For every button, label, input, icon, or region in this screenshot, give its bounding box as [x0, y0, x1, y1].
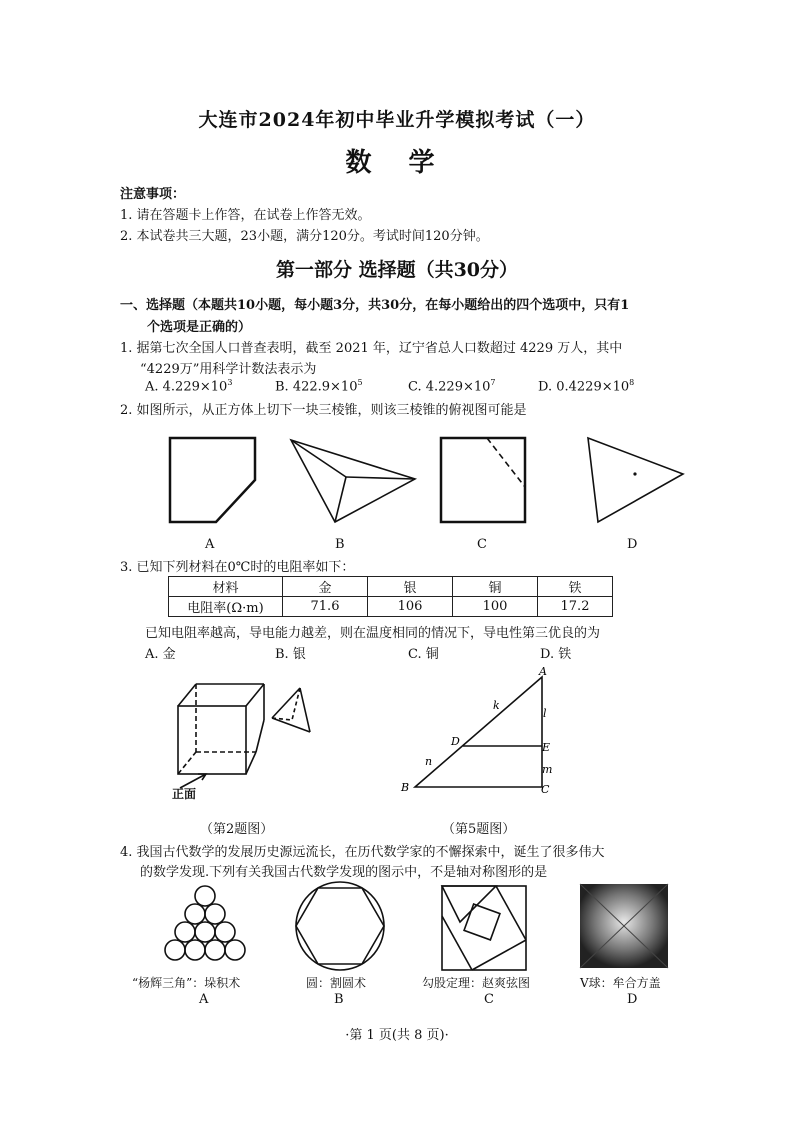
- fig2-front-label: 正面: [172, 787, 197, 801]
- q2-figure-d: [588, 438, 683, 522]
- section-instructions-line1: 一、选择题（本题共10小题，每小题3分，共30分，在每小题给出的四个选项中，只有1: [120, 298, 630, 313]
- q1-line1: 1. 据第七次全国人口普查表明，截至 2021 年，辽宁省总人口数超过 4229 万人，其中: [120, 341, 623, 356]
- q4-figure-a: [165, 886, 245, 960]
- q4-figure-d: [580, 884, 668, 968]
- table-header-cell: 铁: [538, 577, 613, 597]
- table-cell: 17.2: [538, 597, 613, 617]
- fig5-point-e: E: [542, 741, 551, 754]
- fig5-line-l: l: [543, 707, 547, 720]
- table-cell: 100: [453, 597, 538, 617]
- q4-line2: 的数学发现.下列有关我国古代数学发现的图示中，不是轴对称图形的是: [140, 865, 548, 880]
- part1-title: 第一部分 选择题（共30分）: [275, 259, 519, 281]
- q2-label-a: A: [205, 537, 215, 552]
- page-footer: ·第 1 页(共 8 页)·: [345, 1028, 449, 1043]
- fig5-caption: （第5题图）: [442, 822, 516, 837]
- q1-option-b: B. $422.9\times 10^5$: [275, 378, 363, 395]
- fig5-point-c: C: [541, 783, 550, 796]
- fig5-line-n: n: [425, 755, 433, 768]
- table-cell: 电阻率(Ω·m): [169, 597, 283, 617]
- q3-option-a: A. 金: [145, 647, 176, 662]
- q4-figure-b: [296, 882, 384, 970]
- q4-label-c: C: [484, 992, 494, 1007]
- fig5-line-k: k: [493, 699, 500, 712]
- note-item-1: 1. 请在答题卡上作答，在试卷上作答无效。: [120, 208, 371, 223]
- table-cell: 106: [368, 597, 453, 617]
- resistivity-table: [168, 576, 613, 617]
- table-row: [169, 597, 613, 617]
- table-header-cell: 铜: [453, 577, 538, 597]
- q4-label-a: A: [199, 992, 209, 1007]
- q4-figures: [150, 880, 690, 974]
- subject-title: 数 学: [345, 148, 449, 178]
- q4-caption-c: 勾股定理：赵爽弦图: [422, 976, 531, 990]
- q1-line2: “4229万”用科学计数法表示为: [140, 362, 317, 377]
- q2-option-figures: [160, 432, 700, 524]
- q4-label-d: D: [627, 992, 638, 1007]
- fig5-point-a: A: [539, 665, 547, 678]
- fig5-point-b: B: [401, 781, 410, 794]
- q4-figure-c: [442, 886, 526, 970]
- q4-caption-b: 圆：割圆术: [306, 976, 367, 990]
- q2-text: 2. 如图所示，从正方体上切下一块三棱锥，则该三棱锥的俯视图可能是: [120, 403, 527, 418]
- q1-option-d: D. $0.4229\times 10^8$: [538, 378, 635, 395]
- q3-option-b: B. 银: [275, 647, 306, 662]
- q4-caption-a: “杨辉三角”：垛积术: [132, 976, 241, 990]
- table-header-cell: 银: [368, 577, 453, 597]
- q2-label-d: D: [627, 537, 638, 552]
- q3-option-c: C. 铜: [408, 647, 439, 662]
- fig5-line-m: m: [542, 763, 553, 776]
- q1-option-a: A. $4.229\times 10^3$: [145, 378, 233, 395]
- q4-caption-d: V球：牟合方盖: [580, 976, 661, 990]
- fig5-point-d: D: [451, 735, 460, 748]
- fig2-caption: （第2题图）: [200, 822, 274, 837]
- table-header-cell: 材料: [169, 577, 283, 597]
- q3-option-d: D. 铁: [540, 647, 572, 662]
- notes-heading: 注意事项：: [120, 187, 186, 202]
- section-instructions-line2: 个选项是正确的）: [147, 320, 252, 335]
- q2-label-c: C: [477, 537, 487, 552]
- note-item-2: 2. 本试卷共三大题，23小题，满分120分。考试时间120分钟。: [120, 229, 489, 244]
- q4-label-b: B: [334, 992, 344, 1007]
- q2-label-b: B: [335, 537, 345, 552]
- q2-figure-b: [291, 440, 415, 522]
- q2-figure-c: [441, 438, 525, 522]
- q3-text: 3. 已知下列材料在0℃时的电阻率如下：: [120, 560, 355, 575]
- q2-figure-a: [170, 438, 255, 522]
- table-cell: 71.6: [283, 597, 368, 617]
- table-header-row: [169, 577, 613, 597]
- fig5-triangle: [395, 665, 575, 797]
- q1-option-c: C. $4.229\times 10^7$: [408, 378, 496, 395]
- table-header-cell: 金: [283, 577, 368, 597]
- q3-question: 已知电阻率越高，导电能力越差，则在温度相同的情况下，导电性第三优良的为: [145, 626, 601, 641]
- exam-title: 大连市2024年初中毕业升学模拟考试（一）: [198, 109, 596, 131]
- q4-line1: 4. 我国古代数学的发展历史源远流长，在历代数学家的不懈探索中，诞生了很多伟大: [120, 845, 605, 860]
- fig2-cube: [160, 672, 330, 802]
